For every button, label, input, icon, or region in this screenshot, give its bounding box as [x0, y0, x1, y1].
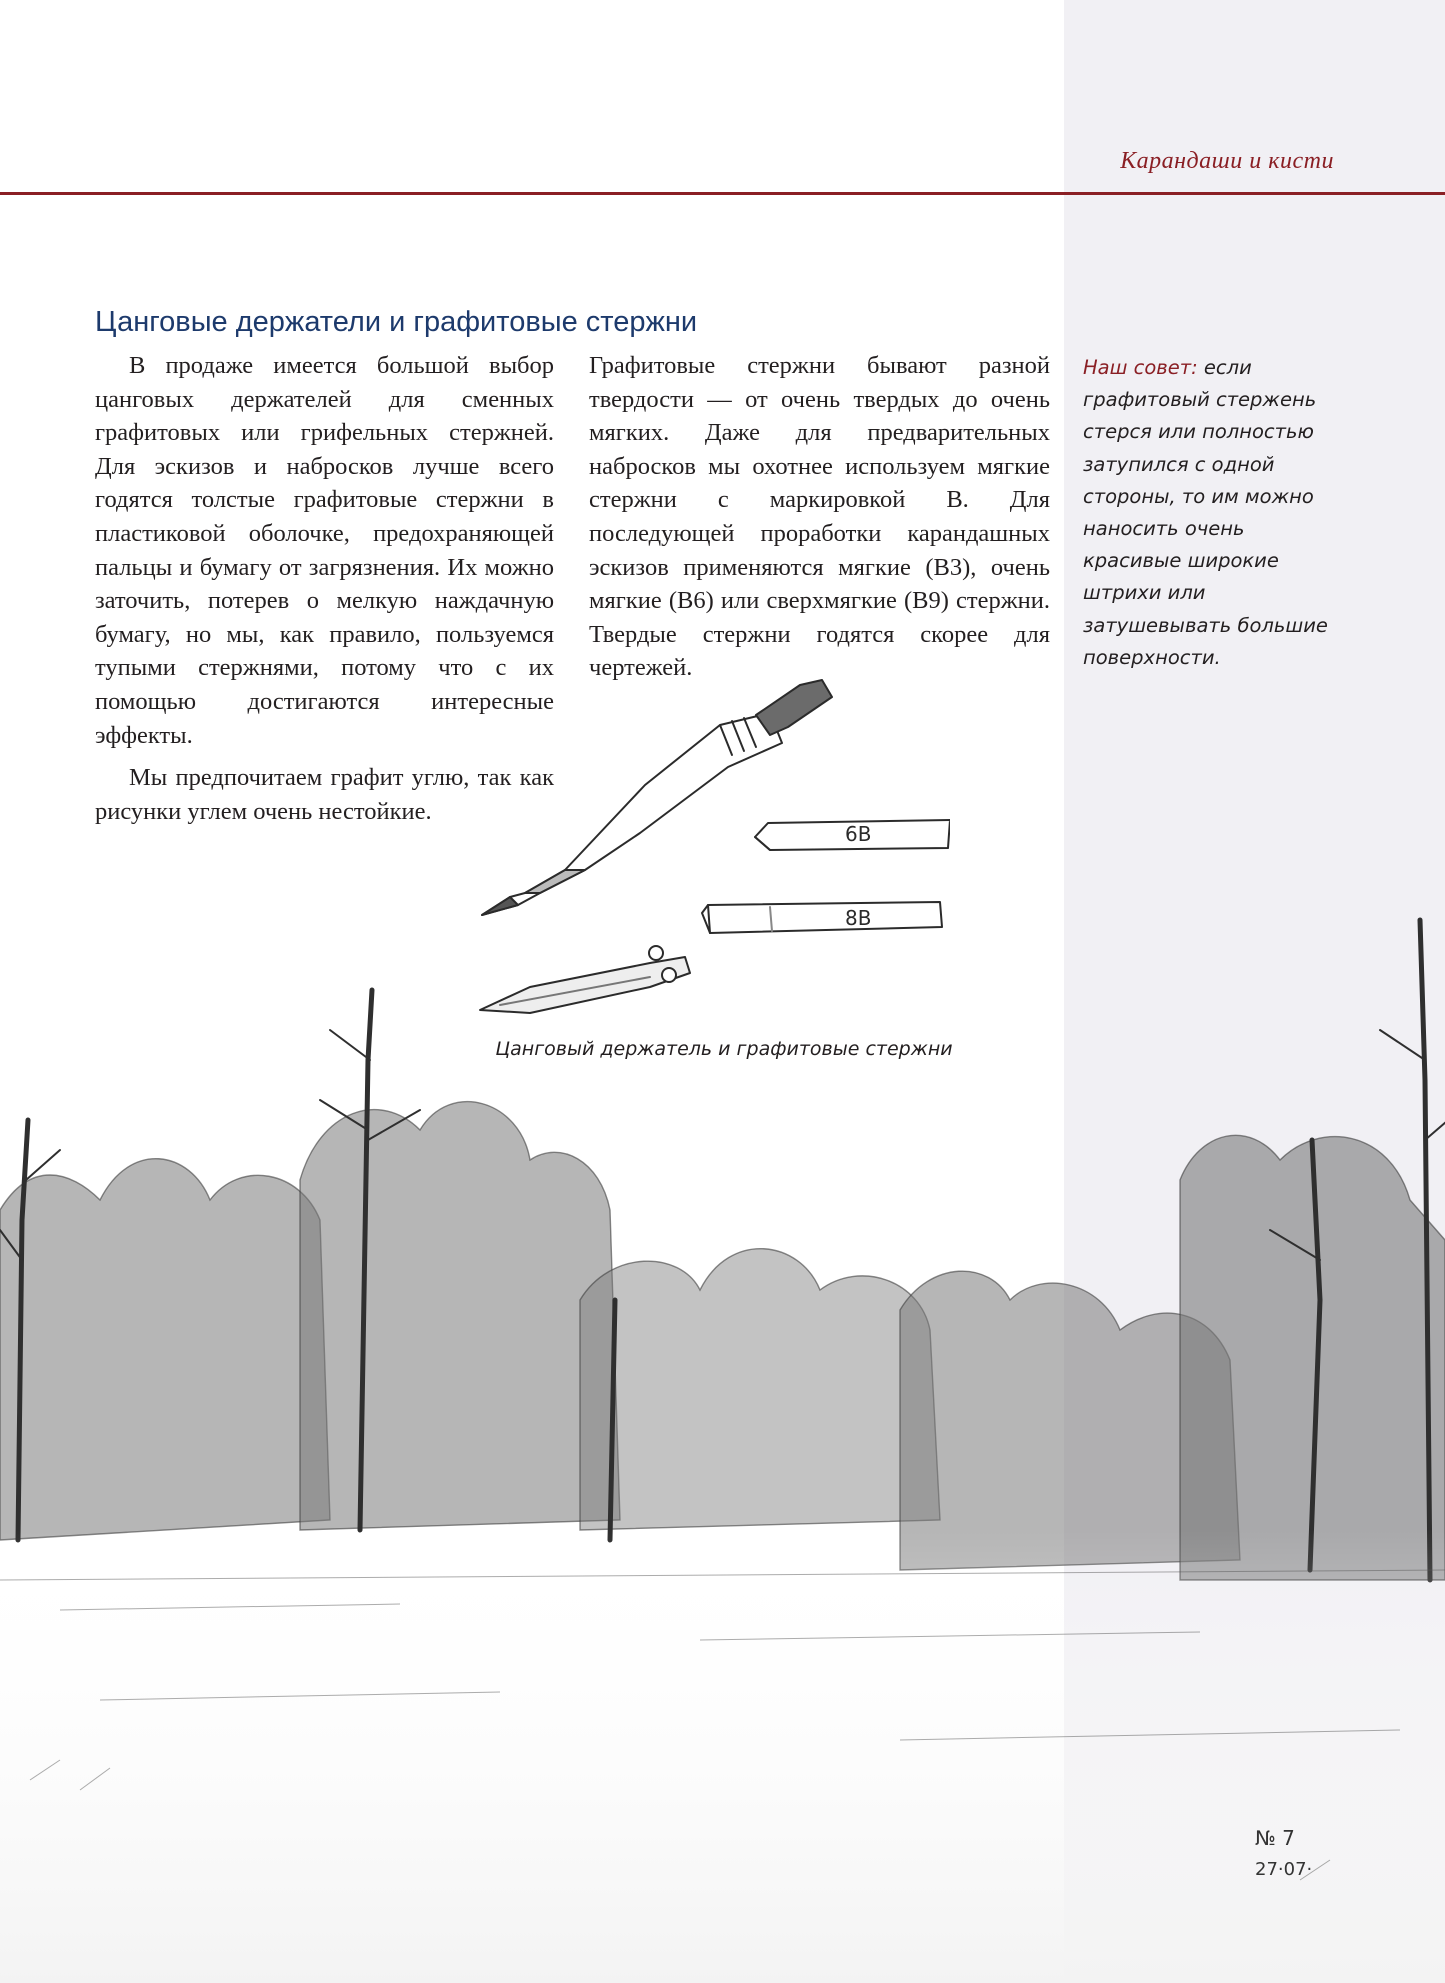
lead-label-6b: 6B: [845, 822, 872, 846]
lead-label-8b: 8B: [845, 906, 872, 930]
running-head: Карандаши и кисти: [1120, 148, 1334, 174]
paragraph: Графитовые стержни бывают разной твердости — от очень твердых до очень мягких. Даже для предварительных набросков мы охотнее используем мягкие стержни с маркировкой B. Для последующей проработки карандашных эскизов применяются мягкие (B3), очень мягкие (B6) или сверхмягкие (B9) стержни. Твердые стержни годятся скорее для чертежей.: [589, 352, 1050, 682]
signature-line1: № 7: [1255, 1826, 1295, 1850]
paragraph: В продаже имеется большой выбор цанговых держателей для сменных графитовых или грифельных стержней. Для эскизов и набросков лучше всего годятся толстые графитовые стержни в пластиковой оболочке, предохраняющей пальцы и бумагу от загрязнения. Их можно заточить, потерев о мелкую наждачную бумагу, но мы, как правило, пользуемся тупыми стержнями, потому что с их помощью достигаются интересные эффекты.: [95, 352, 554, 749]
landscape-sketch: [0, 880, 1445, 1983]
section-title: Цанговые держатели и графитовые стержни: [95, 306, 698, 338]
tip-box: [1083, 352, 1335, 674]
paragraph: Мы предпочитаем графит углю, так как рисунки углем очень нестойкие.: [95, 764, 554, 825]
header-rule: [0, 192, 1445, 195]
text-column-right: [589, 349, 1050, 685]
tip-label: Наш совет:: [1083, 356, 1198, 379]
tip-text: если графитовый стержень стерся или полностью затупился с одной стороны, то им можно наносить очень красивые широкие штрихи или затушевывать большие поверхности.: [1083, 356, 1328, 669]
signature-line2: 27·07·: [1255, 1859, 1313, 1880]
figure-caption: Цанговый держатель и графитовые стержни: [495, 1038, 953, 1060]
